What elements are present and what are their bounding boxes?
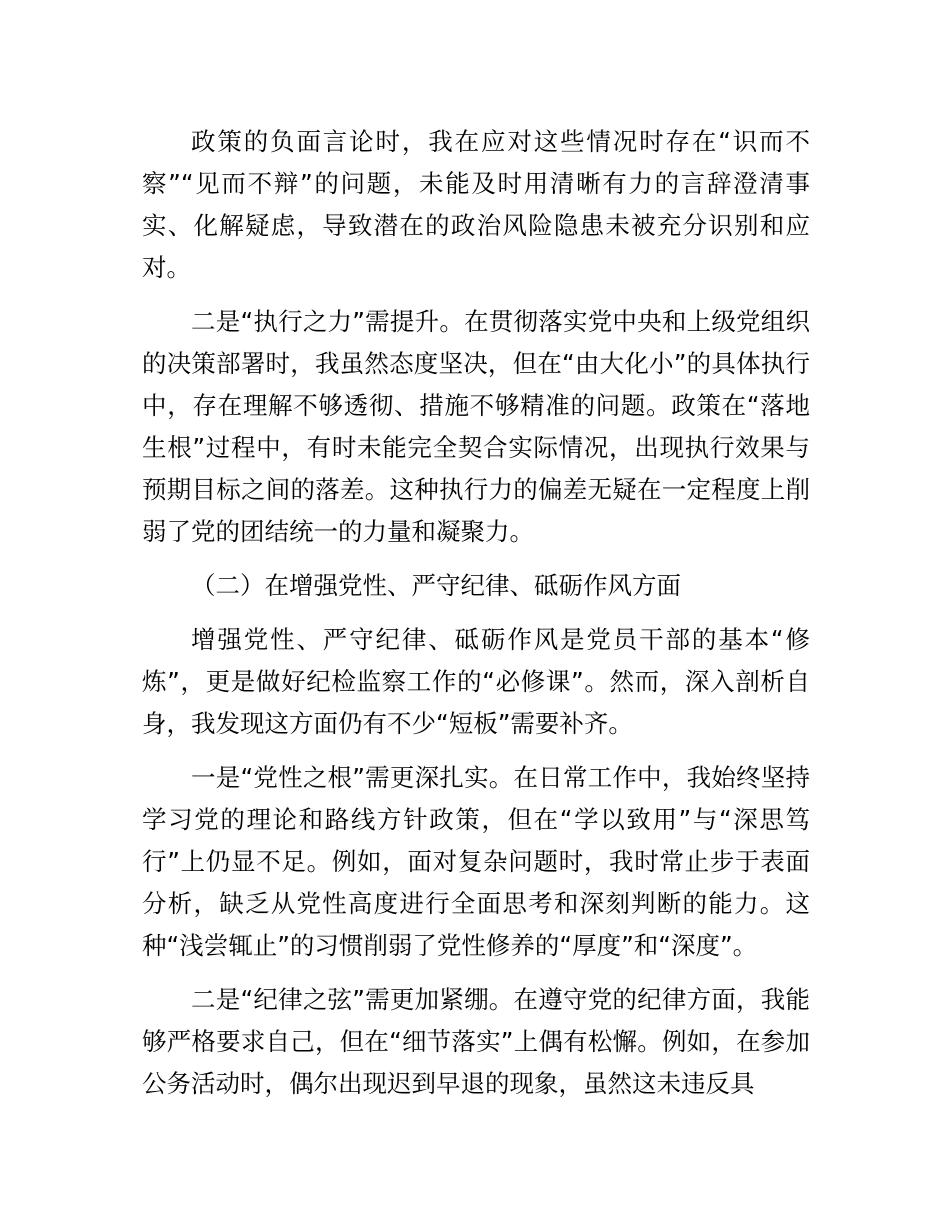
paragraph-discipline: 二是“纪律之弦”需更加紧绷。在遵守党的纪律方面，我能够严格要求自己，但在“细节落实”上偶有松懈。例如，在参加公务活动时，偶尔出现迟到早退的现象，虽然这未违反具 [142,985,810,1098]
section-heading-party-spirit: （二）在增强党性、严守纪律、砥砺作风方面 [191,571,681,600]
paragraph-party-spirit-root: 一是“党性之根”需更深扎实。在日常工作中，我始终坚持学习党的理论和路线方针政策，但在“学以致用”与“深思笃行”上仍显不足。例如，面对复杂问题时，我时常止步于表面分析，缺乏从党性高度进行全面思考和深刻判断的能力。这种“浅尝辄止”的习惯削弱了党性修养的“厚度”和“深度”。 [142,763,810,960]
document-page [142,121,810,1117]
paragraph-party-spirit-intro: 增强党性、严守纪律、砥砺作风是党员干部的基本“修炼”，更是做好纪检监察工作的“必修课”。然而，深入剖析自身，我发现这方面仍有不少“短板”需要补齐。 [142,625,810,738]
paragraph-political-risk: 政策的负面言论时，我在应对这些情况时存在“识而不察”“见而不辩”的问题，未能及时用清晰有力的言辞澄清事实、化解疑虑，导致潜在的政治风险隐患未被充分识别和应对。 [142,127,810,282]
paragraph-execution-power: 二是“执行之力”需提升。在贯彻落实党中央和上级党组织的决策部署时，我虽然态度坚决，但在“由大化小”的具体执行中，存在理解不够透彻、措施不够精准的问题。政策在“落地生根”过程中，有时未能完全契合实际情况，出现执行效果与预期目标之间的落差。这种执行力的偏差无疑在一定程度上削弱了党的团结统一的力量和凝聚力。 [142,307,810,546]
